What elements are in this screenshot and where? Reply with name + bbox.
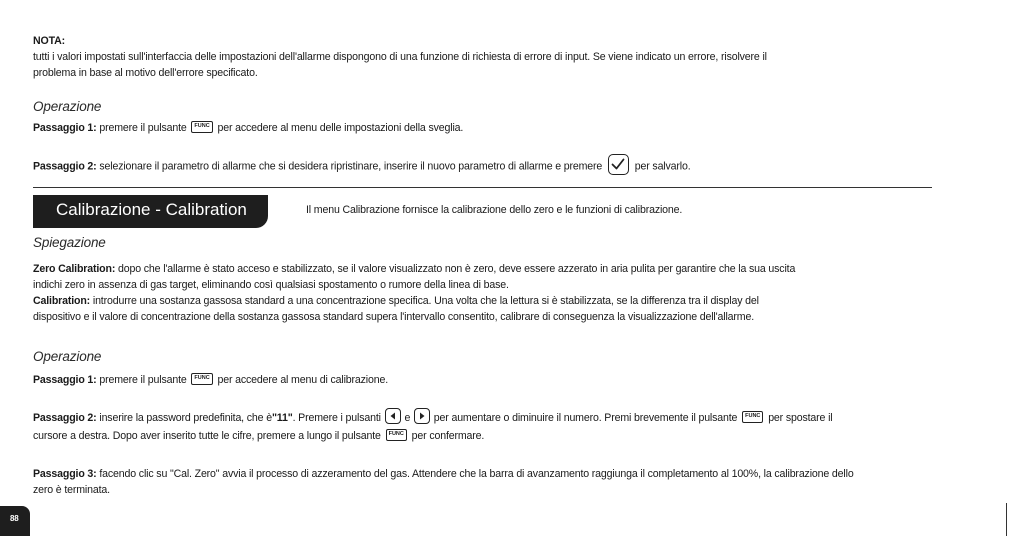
op2-step2-line-2: [33, 428, 484, 444]
zero-calibration-text: dopo che l'allarme è stato acceso e stabilizzato, se il valore visualizzato non è zero, deve essere azzerato in aria pulita per garantire che la sua uscita: [118, 263, 796, 275]
op1-step2: [33, 156, 691, 177]
calibration-label: Calibration:: [33, 295, 91, 307]
step-text: . Premere i pulsanti: [292, 412, 381, 424]
calibration-line-2: dispositivo e il valore di concentrazione della sostanza gassosa standard supera l'intervallo consentito, calibrare di conseguenza la visualizzazione dell'allarme.: [33, 311, 754, 323]
calibration-line-1: [33, 293, 759, 309]
operazione-heading-2: Operazione: [33, 349, 102, 364]
step-label: Passaggio 1:: [33, 374, 97, 386]
step-text: e: [404, 412, 411, 424]
step-text: facendo clic su "Cal. Zero" avvia il processo di azzeramento del gas. Attendere che la barra di avanzamento raggiunga il completamento al 100%, la calibrazione dello: [99, 468, 854, 480]
confirm-check-icon: [608, 154, 629, 175]
step-text: per accedere al menu di calibrazione.: [217, 374, 389, 386]
step-text: cursore a destra. Dopo aver inserito tutte le cifre, premere a lungo il pulsante: [33, 430, 381, 442]
step-label: Passaggio 2:: [33, 160, 97, 173]
left-arrow-key-icon: [385, 408, 401, 424]
step-text: per accedere al menu delle impostazioni della sveglia.: [217, 122, 464, 134]
nota-line-1: tutti i valori impostati sull'interfaccia delle impostazioni dell'allarme dispongono di una funzione di richiesta di errore di input. Se viene indicato un errore, risolvere il: [33, 51, 767, 63]
step-text: per salvarlo.: [634, 160, 691, 173]
op2-step2-line-1: [33, 410, 832, 426]
zero-calibration-label: Zero Calibration:: [33, 263, 116, 275]
calibration-text: introdurre una sostanza gassosa standard a una concentrazione specifica. Una volta che la lettura si è stabilizzata, se la differenza tra il display del: [92, 295, 759, 307]
step-label: Passaggio 3:: [33, 468, 97, 480]
right-arrow-key-icon: [414, 408, 430, 424]
step-text: per spostare il: [768, 412, 833, 424]
default-password: "11": [271, 412, 293, 424]
func-key-icon: FUNC: [386, 429, 407, 441]
op2-step3-line-2: zero è terminata.: [33, 484, 110, 496]
page-number: 88: [0, 506, 30, 536]
op1-step1: [33, 120, 463, 136]
step-text: inserire la password predefinita, che è: [99, 412, 272, 424]
step-text: selezionare il parametro di allarme che si desidera ripristinare, inserire il nuovo parametro di allarme e premere: [99, 160, 603, 173]
page-edge-line: [1006, 503, 1007, 536]
func-key-icon: FUNC: [742, 411, 763, 423]
step-text: per confermare.: [411, 430, 485, 442]
step-text: premere il pulsante: [99, 374, 187, 386]
func-key-icon: FUNC: [191, 121, 212, 133]
operazione-heading-1: Operazione: [33, 99, 102, 114]
step-label: Passaggio 2:: [33, 412, 97, 424]
op2-step3-line-1: [33, 466, 854, 482]
func-key-icon: FUNC: [191, 373, 212, 385]
nota-line-2: problema in base al motivo dell'errore specificato.: [33, 67, 258, 79]
step-text: per aumentare o diminuire il numero. Premi brevemente il pulsante: [433, 412, 738, 424]
section-title: Calibrazione - Calibration: [33, 195, 268, 228]
step-text: premere il pulsante: [99, 122, 187, 134]
nota-title: NOTA:: [33, 35, 66, 47]
section-divider: [33, 187, 932, 188]
spiegazione-heading: Spiegazione: [33, 235, 106, 250]
zero-calibration-line-1: [33, 261, 795, 277]
section-intro: Il menu Calibrazione fornisce la calibrazione dello zero e le funzioni di calibrazione.: [306, 204, 683, 216]
zero-calibration-line-2: indichi zero in assenza di gas target, eliminando così qualsiasi spostamento o rumore della linea di base.: [33, 279, 509, 291]
step-label: Passaggio 1:: [33, 122, 97, 134]
op2-step1: [33, 372, 388, 388]
